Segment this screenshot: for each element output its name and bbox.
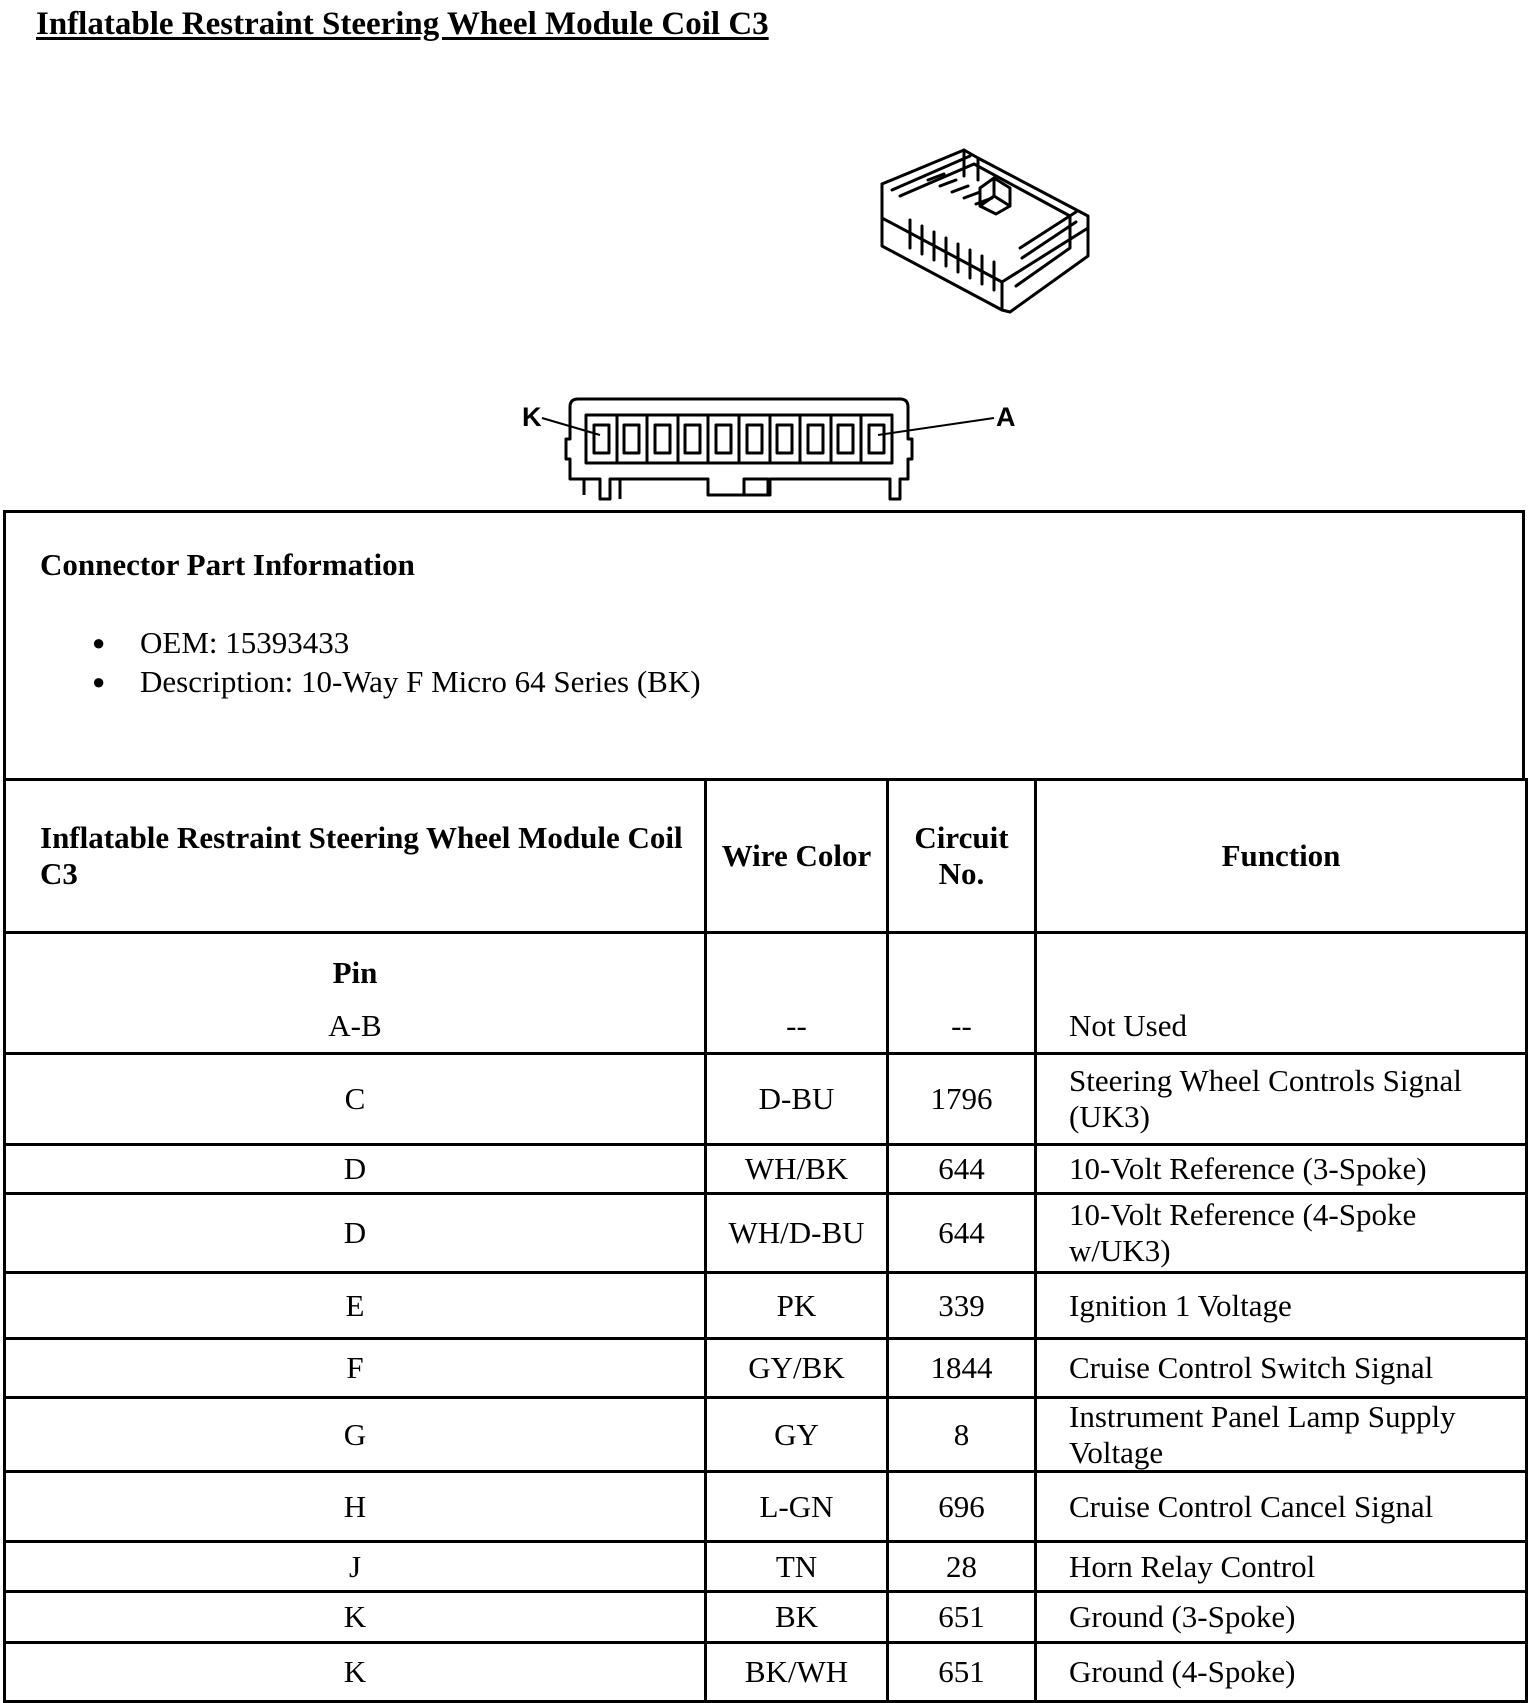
connector-column-header: Inflatable Restraint Steering Wheel Module Coil C3	[5, 780, 706, 933]
function-cell: Instrument Panel Lamp Supply Voltage	[1036, 1398, 1527, 1472]
table-row	[5, 1339, 1527, 1398]
wire-color-cell: PK	[706, 1273, 888, 1339]
pin-cell: K	[5, 1592, 706, 1643]
circuit-cell: 644	[888, 1145, 1036, 1194]
function-cell: Horn Relay Control	[1036, 1542, 1527, 1592]
part-info-oem-text: OEM: 15393433	[140, 625, 350, 660]
pin-cell: D	[5, 1194, 706, 1273]
pin-cell: D	[5, 1145, 706, 1194]
wire-color-column-header: Wire Color	[706, 780, 888, 933]
pin-cell: G	[5, 1398, 706, 1472]
pin-cell: J	[5, 1542, 706, 1592]
table-row	[5, 1273, 1527, 1339]
part-info-heading: Connector Part Information	[40, 547, 415, 582]
pinout-table	[3, 778, 1528, 1703]
circuit-cell: 1796	[888, 1054, 1036, 1145]
pin-k-callout: K	[522, 402, 542, 432]
circuit-cell: 28	[888, 1542, 1036, 1592]
table-row	[5, 1054, 1527, 1145]
circuit-column-header: Circuit No.	[888, 780, 1036, 933]
circuit-cell: 8	[888, 1398, 1036, 1472]
wire-color-cell: L-GN	[706, 1472, 888, 1542]
function-cell: Cruise Control Switch Signal	[1036, 1339, 1527, 1398]
function-cell: Steering Wheel Controls Signal (UK3)	[1036, 1054, 1527, 1145]
function-cell: 10-Volt Reference (4-Spoke w/UK3)	[1036, 1194, 1527, 1273]
function-cell: Not Used	[1036, 933, 1527, 1054]
table-row	[5, 1542, 1527, 1592]
pin-a-callout: A	[996, 402, 1016, 432]
wire-color-cell: TN	[706, 1542, 888, 1592]
table-row	[5, 1194, 1527, 1273]
part-info-description-text: Description: 10-Way F Micro 64 Series (BK)	[140, 664, 701, 699]
table-header-row	[5, 780, 1527, 933]
circuit-cell: 339	[888, 1273, 1036, 1339]
table-row	[5, 933, 1527, 1054]
table-row	[5, 1592, 1527, 1643]
table-row	[5, 1145, 1527, 1194]
wire-color-cell: --	[706, 933, 888, 1054]
wire-color-cell: BK/WH	[706, 1643, 888, 1702]
pin-cell: C	[5, 1054, 706, 1145]
page-title: Inflatable Restraint Steering Wheel Module Coil C3	[36, 6, 769, 42]
circuit-cell: 651	[888, 1592, 1036, 1643]
pin-label: Pin	[332, 954, 378, 990]
pin-cell: E	[5, 1273, 706, 1339]
function-cell: Ground (4-Spoke)	[1036, 1643, 1527, 1702]
wire-color-cell: WH/BK	[706, 1145, 888, 1194]
pin-cell: K	[5, 1643, 706, 1702]
function-column-header: Function	[1036, 780, 1527, 933]
wire-color-cell: GY/BK	[706, 1339, 888, 1398]
bullet-icon: ●	[92, 630, 106, 655]
function-cell: 10-Volt Reference (3-Spoke)	[1036, 1145, 1527, 1194]
bullet-icon: ●	[92, 669, 106, 694]
wire-color-cell: BK	[706, 1592, 888, 1643]
circuit-cell: --	[888, 933, 1036, 1054]
connector-isometric-drawing	[870, 140, 1100, 325]
circuit-cell: 696	[888, 1472, 1036, 1542]
circuit-cell: 644	[888, 1194, 1036, 1273]
connector-face-drawing	[510, 385, 1030, 510]
wire-color-cell: D-BU	[706, 1054, 888, 1145]
connector-part-info	[3, 510, 1525, 778]
pin-cell: H	[5, 1472, 706, 1542]
circuit-cell: 1844	[888, 1339, 1036, 1398]
function-cell: Ignition 1 Voltage	[1036, 1273, 1527, 1339]
wire-color-cell: GY	[706, 1398, 888, 1472]
table-row	[5, 1472, 1527, 1542]
table-row	[5, 1398, 1527, 1472]
pin-value: A-B	[328, 1008, 382, 1044]
pin-cell: F	[5, 1339, 706, 1398]
table-row	[5, 1643, 1527, 1702]
pin-cell	[5, 933, 706, 1054]
function-cell: Cruise Control Cancel Signal	[1036, 1472, 1527, 1542]
circuit-cell: 651	[888, 1643, 1036, 1702]
function-cell: Ground (3-Spoke)	[1036, 1592, 1527, 1643]
wire-color-cell: WH/D-BU	[706, 1194, 888, 1273]
